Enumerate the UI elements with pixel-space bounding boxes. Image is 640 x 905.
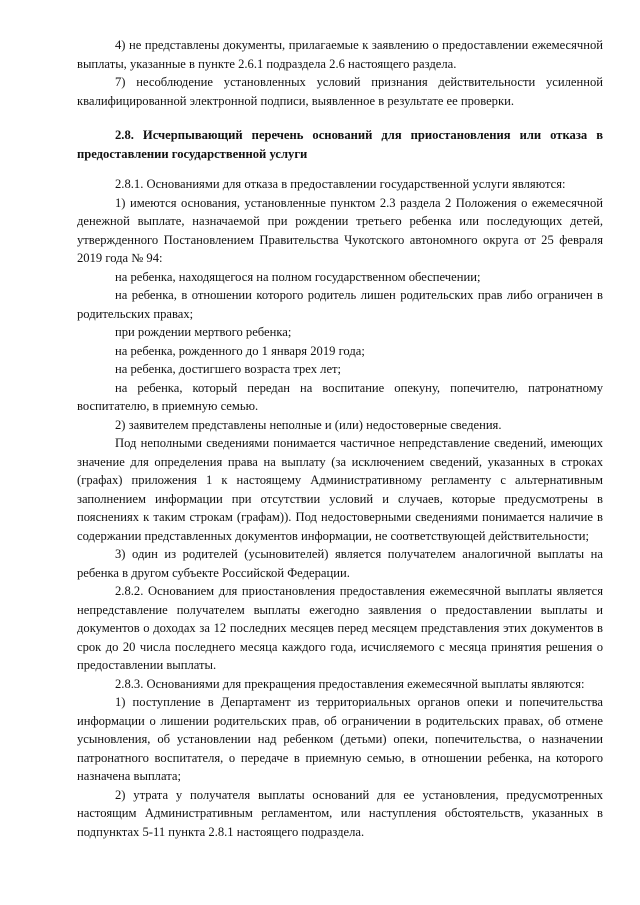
paragraph-item-4: 4) не представлены документы, прилагаемые к заявлению о предоставлении ежемесячной выплаты, указанные в пункте 2.6.1 подраздела 2.6 настоящего раздела. (77, 38, 603, 71)
paragraph-termination-1: 1) поступление в Департамент из территориальных органов опеки и попечительства информации о лишении родительских прав, об ограничении в родительских правах, об отмене усыновления, об установлении над ребенком (детьми) опеки, попечительства, о назначении патронатного воспитателя, о передаче в приемную семью, в отношении ребенка, на которого назначена выплата; (77, 695, 603, 783)
list-item: на ребенка, в отношении которого родитель лишен родительских прав либо ограничен в родительских правах; (77, 288, 603, 321)
spacer (77, 110, 603, 126)
section-heading: 2.8. Исчерпывающий перечень оснований для приостановления или отказа в предоставлении государственной услуги (77, 128, 603, 161)
list-item: при рождении мертвого ребенка; (115, 325, 292, 339)
paragraph-termination-2: 2) утрата у получателя выплаты оснований для ее установления, предусмотренных настоящим Административным регламентом, или наступления обстоятельств, указанных в подпунктах 5-11 пункта 2.8.1 настоящего подраздела. (77, 787, 603, 839)
paragraph-item-7: 7) несоблюдение установленных условий признания действительности усиленной квалифицированной электронной подписи, выявленное в результате ее проверки. (77, 75, 603, 108)
spacer (77, 163, 603, 175)
list-item: на ребенка, который передан на воспитание опекуну, попечителю, патронатному воспитателю, в приемную семью. (77, 380, 603, 413)
paragraph-2-8-2: 2.8.2. Основанием для приостановления предоставления ежемесячной выплаты является непредставление получателем выплаты ежегодно заявления о предоставлении выплаты и документов о доходах за 12 последних месяцев перед месяцем представления этих документов в срок до 20 числа последнего месяца каждого года, исчисляемого с месяца принятия решения о предоставлении выплаты. (77, 584, 603, 672)
paragraph-grounds-3: 3) один из родителей (усыновителей) является получателем аналогичной выплаты на ребенка в другом субъекте Российской Федерации. (77, 547, 603, 580)
paragraph-2-8-3: 2.8.3. Основаниями для прекращения предоставления ежемесячной выплаты являются: (115, 676, 585, 691)
paragraph-definitions: Под неполными сведениями понимается частичное непредставление сведений, имеющих значение для определения права на выплату (за исключением сведений, указанных в строках (графах) приложения 1 к настоящему Административному регламенту с альтернативным заполнением информации при отсутствии условий и случаев, которые предусмотрены в пояснениях к таким строкам (графам)). Под недостоверными сведениями понимается наличие в содержании представленных документов информации, не соответствующей действительности; (77, 436, 603, 543)
paragraph-grounds-2: 2) заявителем представлены неполные и (или) недостоверные сведения. (115, 417, 502, 432)
list-item: на ребенка, находящегося на полном государственном обеспечении; (115, 269, 481, 284)
paragraph-grounds-1: 1) имеются основания, установленные пунктом 2.3 раздела 2 Положения о ежемесячной денежной выплате, назначаемой при рождении третьего ребенка или последующих детей, утвержденного Постановлением Правительства Чукотского автономного округа от 25 февраля 2019 года № 94: (77, 195, 603, 265)
list-item: на ребенка, рожденного до 1 января 2019 года; (115, 343, 365, 358)
paragraph-2-8-1: 2.8.1. Основаниями для отказа в предоставлении государственной услуги являются: (115, 177, 566, 191)
list-item: на ребенка, достигшего возраста трех лет; (115, 362, 342, 376)
